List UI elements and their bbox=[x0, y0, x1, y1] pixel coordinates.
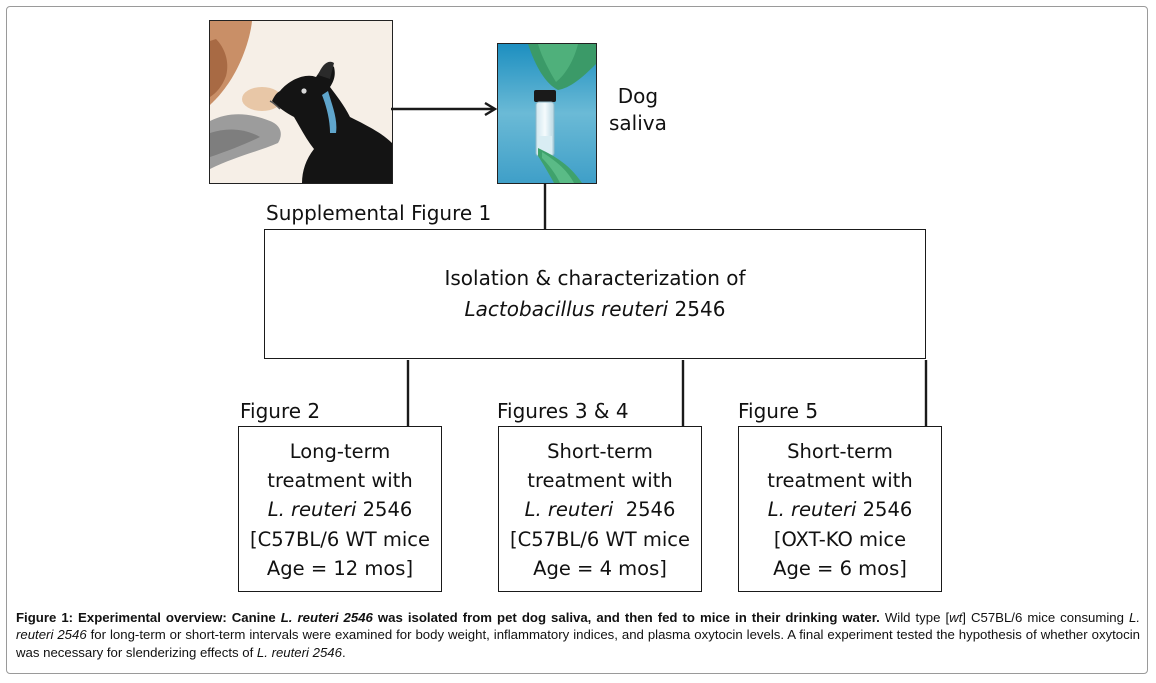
figure-2-label: Figure 2 bbox=[240, 399, 321, 423]
box-2-line-5: Age = 4 mos] bbox=[533, 556, 667, 580]
figures-3-4-label: Figures 3 & 4 bbox=[497, 399, 629, 423]
figure-caption bbox=[16, 609, 1140, 661]
isolation-species: Lactobacillus reuteri bbox=[464, 297, 669, 321]
box-1-line-3 bbox=[268, 495, 413, 524]
caption-bold-2: was isolated from pet dog saliva, and then fed to mice in their drinking water. bbox=[372, 610, 880, 625]
box-2-strain: 2546 bbox=[613, 498, 676, 522]
isolation-line-1: Isolation & characterization of bbox=[444, 266, 746, 290]
caption-species-2: L. reuteri 2546 bbox=[16, 610, 1140, 643]
box-3-line-1: Short-term bbox=[787, 439, 893, 463]
isolation-strain: 2546 bbox=[668, 297, 726, 321]
box-1-line-5: Age = 12 mos] bbox=[266, 556, 414, 580]
caption-bold-species: L. reuteri 2546 bbox=[280, 610, 373, 625]
dog-saliva-line-2: saliva bbox=[609, 111, 667, 135]
isolation-box bbox=[264, 229, 926, 359]
box-2-line-3 bbox=[525, 495, 676, 524]
box-3-line-2: treatment with bbox=[767, 469, 913, 493]
box-1-species: L. reuteri bbox=[267, 498, 357, 522]
long-term-box bbox=[238, 426, 442, 592]
caption-bold-1: Figure 1: Experimental overview: Canine bbox=[16, 610, 281, 625]
box-1-line-4: [C57BL/6 WT mice bbox=[250, 527, 430, 551]
caption-wt: wt bbox=[949, 610, 963, 625]
dog-saliva-label bbox=[609, 83, 667, 137]
box-2-line-4: [C57BL/6 WT mice bbox=[510, 527, 690, 551]
box-1-strain: 2546 bbox=[356, 498, 413, 522]
isolation-line-2 bbox=[465, 294, 726, 325]
caption-text-2: ] C57BL/6 mice consuming bbox=[962, 610, 1129, 625]
box-2-line-2: treatment with bbox=[527, 469, 673, 493]
short-term-wt-box bbox=[498, 426, 702, 592]
box-1-line-2: treatment with bbox=[267, 469, 413, 493]
box-3-line-4: [OXT-KO mice bbox=[773, 527, 907, 551]
box-1-line-1: Long-term bbox=[289, 439, 391, 463]
short-term-oxt-box bbox=[738, 426, 942, 592]
box-3-strain: 2546 bbox=[856, 498, 913, 522]
caption-text-3: for long-term or short-term intervals were examined for body weight, inflammatory indices, and plasma oxytocin levels. A final experiment tested the hypothesis of whether oxytocin was necessary for slenderizing effects of bbox=[16, 627, 1140, 660]
caption-species-3: L. reuteri 2546 bbox=[256, 644, 342, 660]
figure-5-label: Figure 5 bbox=[738, 399, 819, 423]
caption-text-4: . bbox=[341, 644, 346, 660]
supplemental-figure-label: Supplemental Figure 1 bbox=[266, 201, 492, 225]
box-2-line-1: Short-term bbox=[547, 439, 653, 463]
caption-text-1: Wild type [ bbox=[879, 610, 950, 625]
box-3-species: L. reuteri bbox=[767, 498, 857, 522]
box-2-species: L. reuteri bbox=[524, 498, 614, 522]
box-3-line-5: Age = 6 mos] bbox=[773, 556, 907, 580]
box-3-line-3 bbox=[768, 495, 913, 524]
dog-saliva-line-1: Dog bbox=[617, 84, 659, 108]
